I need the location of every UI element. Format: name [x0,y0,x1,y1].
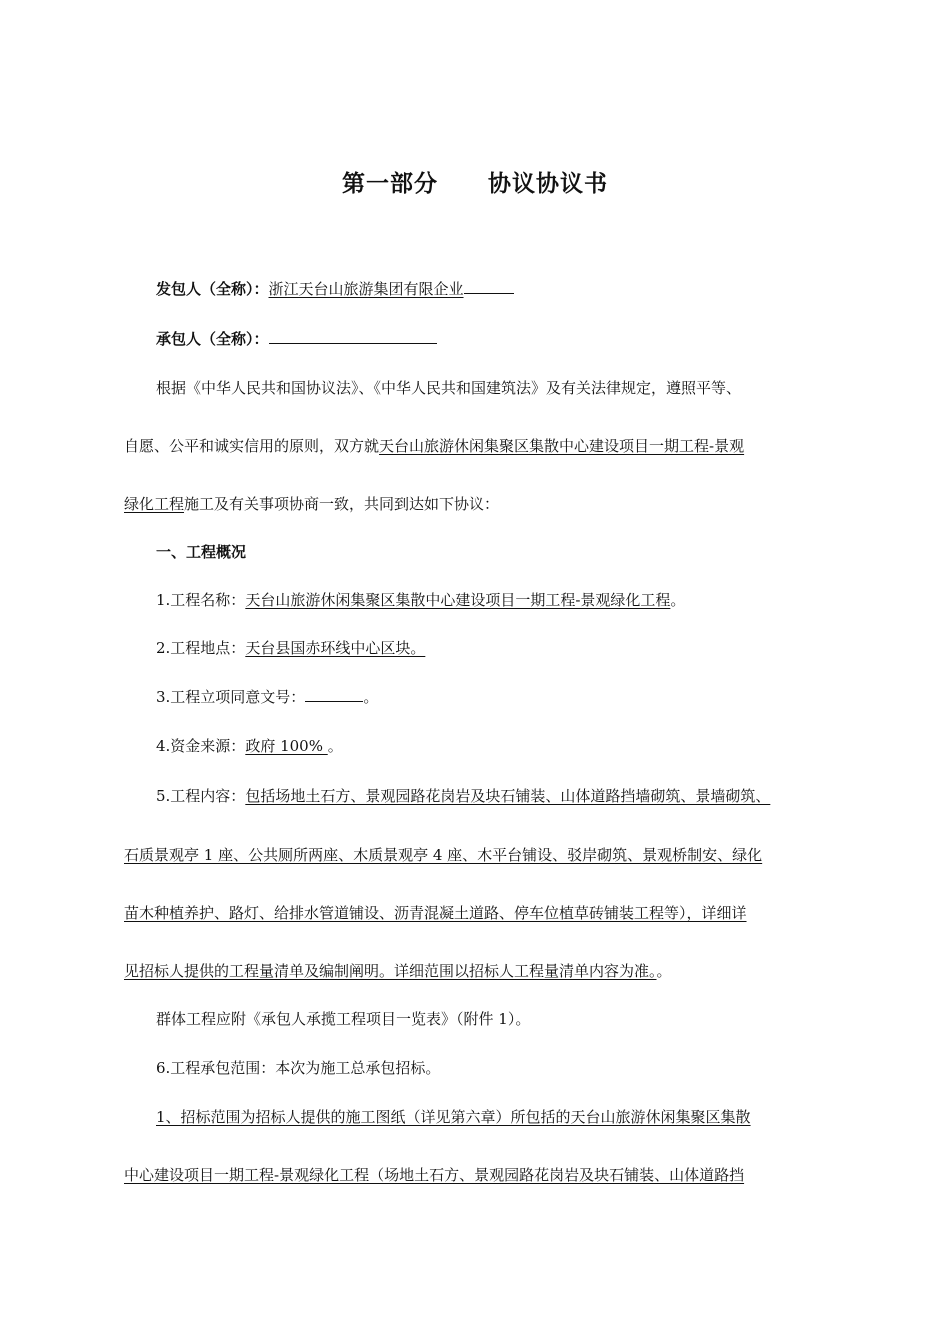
item-3 [156,686,866,708]
item-3-label: 3.工程立项同意文号： [156,688,306,706]
intro-line-2 [124,435,834,457]
item-5-line-3: 苗木种植养护、路灯、给排水管道铺设、沥青混凝土道路、停车位植草砖铺装工程等），详细详 [124,904,747,922]
item-5-line-2-row [124,844,834,866]
item-3-end: 。 [363,688,379,706]
item-2-value: 天台县国赤环线中心区块。 [245,639,426,657]
item-2 [156,637,866,659]
item-5-line-4: 见招标人提供的工程量清单及编制阐明。详细范围以招标人工程量清单内容为准。 [124,962,657,980]
item-4-end: 。 [327,737,343,755]
intro-line-2-text: 自愿、公平和诚实信用的原则，双方就 [124,437,380,455]
project-name-cont: 绿化工程 [124,495,185,513]
item-4-label: 4.资金来源： [156,737,246,755]
item-2-label: 2.工程地点： [156,639,246,657]
scope-line-1: 1、招标范围为招标人提供的施工图纸（详见第六章）所包括的天台山旅游休闲集聚区集散 [156,1108,751,1126]
item-5-line-2: 石质景观亭 1 座、公共厕所两座、木质景观亭 4 座、木平台铺设、驳岸砌筑、景观桥制安、绿化 [124,846,763,864]
intro-line-3 [124,493,834,515]
item-5-label: 5.工程内容： [156,787,246,805]
contractor-blank [269,328,437,344]
employer-line [156,278,866,300]
item-1 [156,589,866,611]
employer-blank [464,278,514,294]
item-1-end: 。 [670,591,686,609]
item-5-line-4-row [124,960,834,982]
item-6: 6.工程承包范围：本次为施工总承包招标。 [156,1059,441,1077]
section-heading: 一、工程概况 [156,543,247,561]
group-note: 群体工程应附《承包人承揽工程项目一览表》（附件 1）。 [156,1010,531,1028]
item-4-value: 政府 100% [245,737,328,755]
contractor-label: 承包人（全称）： [156,330,269,348]
title-part: 第一部分 [342,171,438,197]
employer-label: 发包人（全称）： [156,280,269,298]
scope-line-1-row [156,1106,866,1128]
employer-value: 浙江天台山旅游集团有限企业 [268,280,464,298]
title-name: 协议协议书 [488,171,608,197]
item-4 [156,735,866,757]
item-5-end: 。 [656,962,672,980]
item-5-line-1: 包括场地土石方、景观园路花岗岩及块石铺装、山体道路挡墙砌筑、景墙砌筑、 [245,787,771,805]
intro-line-3-text: 施工及有关事项协商一致，共同到达如下协议： [184,495,500,513]
item-3-blank [305,686,363,702]
contractor-line [156,328,866,350]
page-title [0,165,950,198]
item-5 [156,785,866,807]
intro-line-1: 根据《中华人民共和国协议法》、《中华人民共和国建筑法》及有关法律规定，遵照平等、 [156,379,742,397]
scope-line-2-row [124,1164,834,1186]
item-1-value: 天台山旅游休闲集聚区集散中心建设项目一期工程-景观绿化工程 [245,591,671,609]
item-5-line-3-row [124,902,834,924]
scope-line-2: 中心建设项目一期工程-景观绿化工程（场地土石方、景观园路花岗岩及块石铺装、山体道路挡 [124,1166,745,1184]
item-1-label: 1.工程名称： [156,591,246,609]
project-name: 天台山旅游休闲集聚区集散中心建设项目一期工程-景观 [379,437,745,455]
